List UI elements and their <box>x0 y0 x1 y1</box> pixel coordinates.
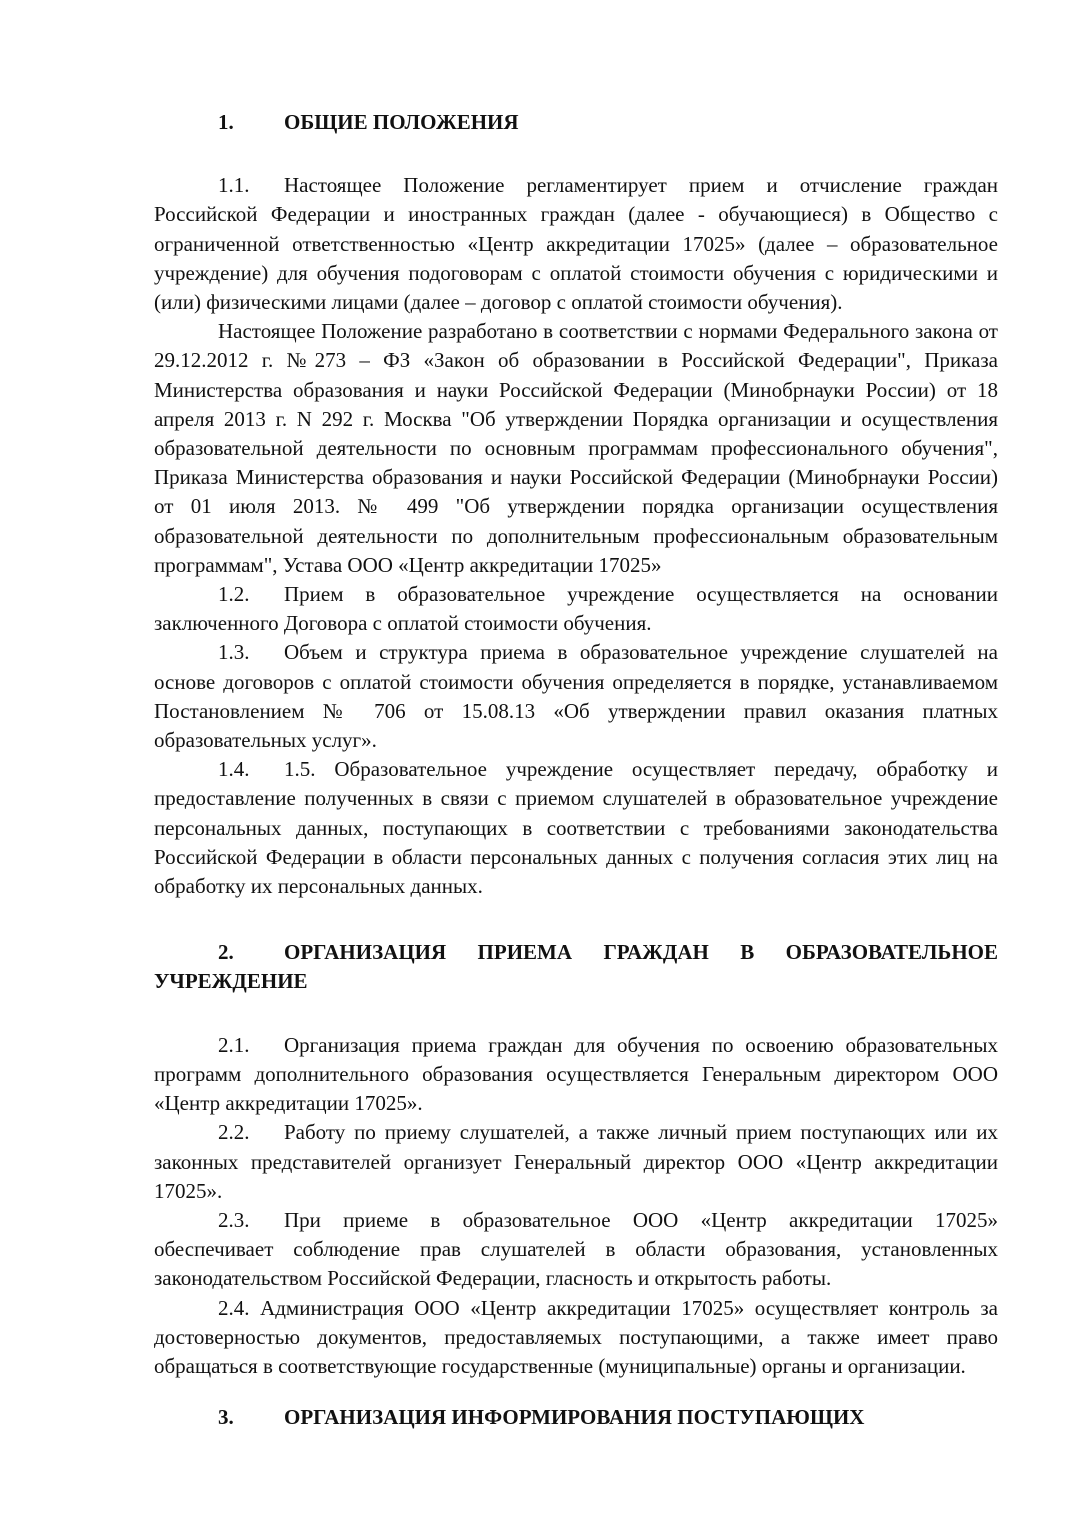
paragraph-text: Организация приема граждан для обучения по освоению образовательных программ дополнительного образования осуществляется Генеральным директором ООО «Центр аккредитации 17025». <box>154 1032 998 1116</box>
section-number: 1. <box>218 110 234 134</box>
paragraph-text: При приеме в образовательное ООО «Центр аккредитации 17025» обеспечивает соблюдение прав слушателей в области образования, установленных законодательством Российской Федерации, гласность и открытость работы. <box>154 1207 998 1291</box>
paragraph-text: Объем и структура приема в образовательное учреждение слушателей на основе договоров с оплатой стоимости обучения определяется в порядке, устанавливаемом Постановлением № 706 от 15.08.13 «Об утверждении правил оказания платных образовательных услуг». <box>154 640 998 753</box>
section-number: 3. <box>218 1405 234 1430</box>
paragraph-text: Настоящее Положение регламентирует прием и отчисление граждан Российской Федерации и иностранных граждан (далее - обучающиеся) в Общество с ограниченной ответственностью «Центр аккредитации 17025» (далее – образовательное учреждение) для обучения подоговорам с оплатой стоимости обучения с юридическими и (или) физическими лицами (далее – договор с оплатой стоимости обучения). <box>154 173 998 315</box>
paragraph-text: Настоящее Положение разработано в соответствии с нормами Федерального закона от 29.12.2012 г. №273 – ФЗ «Закон об образовании в Российской Федерации", Приказа Министерства образования и науки Российской Федерации (Минобрнауки России) от 18 апреля 2013 г. N 292 г. Москва "Об утверждении Порядка организации и осуществления образовательной деятельности по основным программам профессионального обучения", Приказа Министерства образования и науки Российской Федерации (Минобрнауки России) от 01 июля 2013. № 499 "Об утверждении порядка организации осуществления образовательной деятельности по дополнительным профессиональным образовательным программам", Устава ООО «Центр аккредитации 17025» <box>154 319 998 577</box>
paragraph-text: Работу по приему слушателей, а также личный прием поступающих или их законных представителей организует Генеральный директор ООО «Центр аккредитации 17025». <box>154 1120 998 1203</box>
section-number: 2. <box>218 940 234 965</box>
paragraph-number: 1.2. <box>218 582 250 607</box>
paragraph-text: 1.5. Образовательное учреждение осуществляет передачу, обработку и предоставление полученных в связи с приемом слушателей в образовательное учреждение персональных данных, поступающих в соответствии с требованиями законодательства Российской Федерации в области персональных данных с получения согласия этих лиц на обработку их персональных данных. <box>154 757 998 899</box>
paragraph-number: 1.1. <box>218 173 250 198</box>
paragraph-number: 2.1. <box>218 1032 250 1057</box>
section-3-heading <box>154 1403 998 1432</box>
paragraph-1-4 <box>154 755 998 901</box>
paragraph-number: 2.2. <box>218 1120 250 1145</box>
paragraph-2-4 <box>154 1294 998 1382</box>
paragraph-1-1 <box>154 171 998 317</box>
section-title: ОРГАНИЗАЦИЯ ИНФОРМИРОВАНИЯ ПОСТУПАЮЩИХ <box>284 1405 865 1430</box>
paragraph-1-1-continued <box>154 317 998 580</box>
document-page <box>154 108 998 1432</box>
section-title: ОРГАНИЗАЦИЯ ПРИЕМА ГРАЖДАН В ОБРАЗОВАТЕЛЬНОЕ УЧРЕЖДЕНИЕ <box>154 940 998 994</box>
paragraph-1-3 <box>154 638 998 755</box>
paragraph-number: 1.3. <box>218 640 250 665</box>
paragraph-number: 1.4. <box>218 757 250 782</box>
paragraph-2-1 <box>154 1031 998 1119</box>
paragraph-number: 2.3. <box>218 1207 250 1232</box>
section-1-heading <box>154 108 998 137</box>
paragraph-2-2 <box>154 1118 998 1206</box>
paragraph-text: 2.4. Администрация ООО «Центр аккредитации 17025» осуществляет контроль за достоверностью документов, предоставляемых поступающими, а также имеет право обращаться в соответствующие государственные (муниципальные) органы и организации. <box>154 1295 998 1378</box>
paragraph-text: Прием в образовательное учреждение осуществляется на основании заключенного Договора с оплатой стоимости обучения. <box>154 582 998 636</box>
section-title: ОБЩИЕ ПОЛОЖЕНИЯ <box>284 110 519 134</box>
paragraph-2-3 <box>154 1206 998 1294</box>
section-2-heading <box>154 938 998 996</box>
paragraph-1-2 <box>154 580 998 638</box>
